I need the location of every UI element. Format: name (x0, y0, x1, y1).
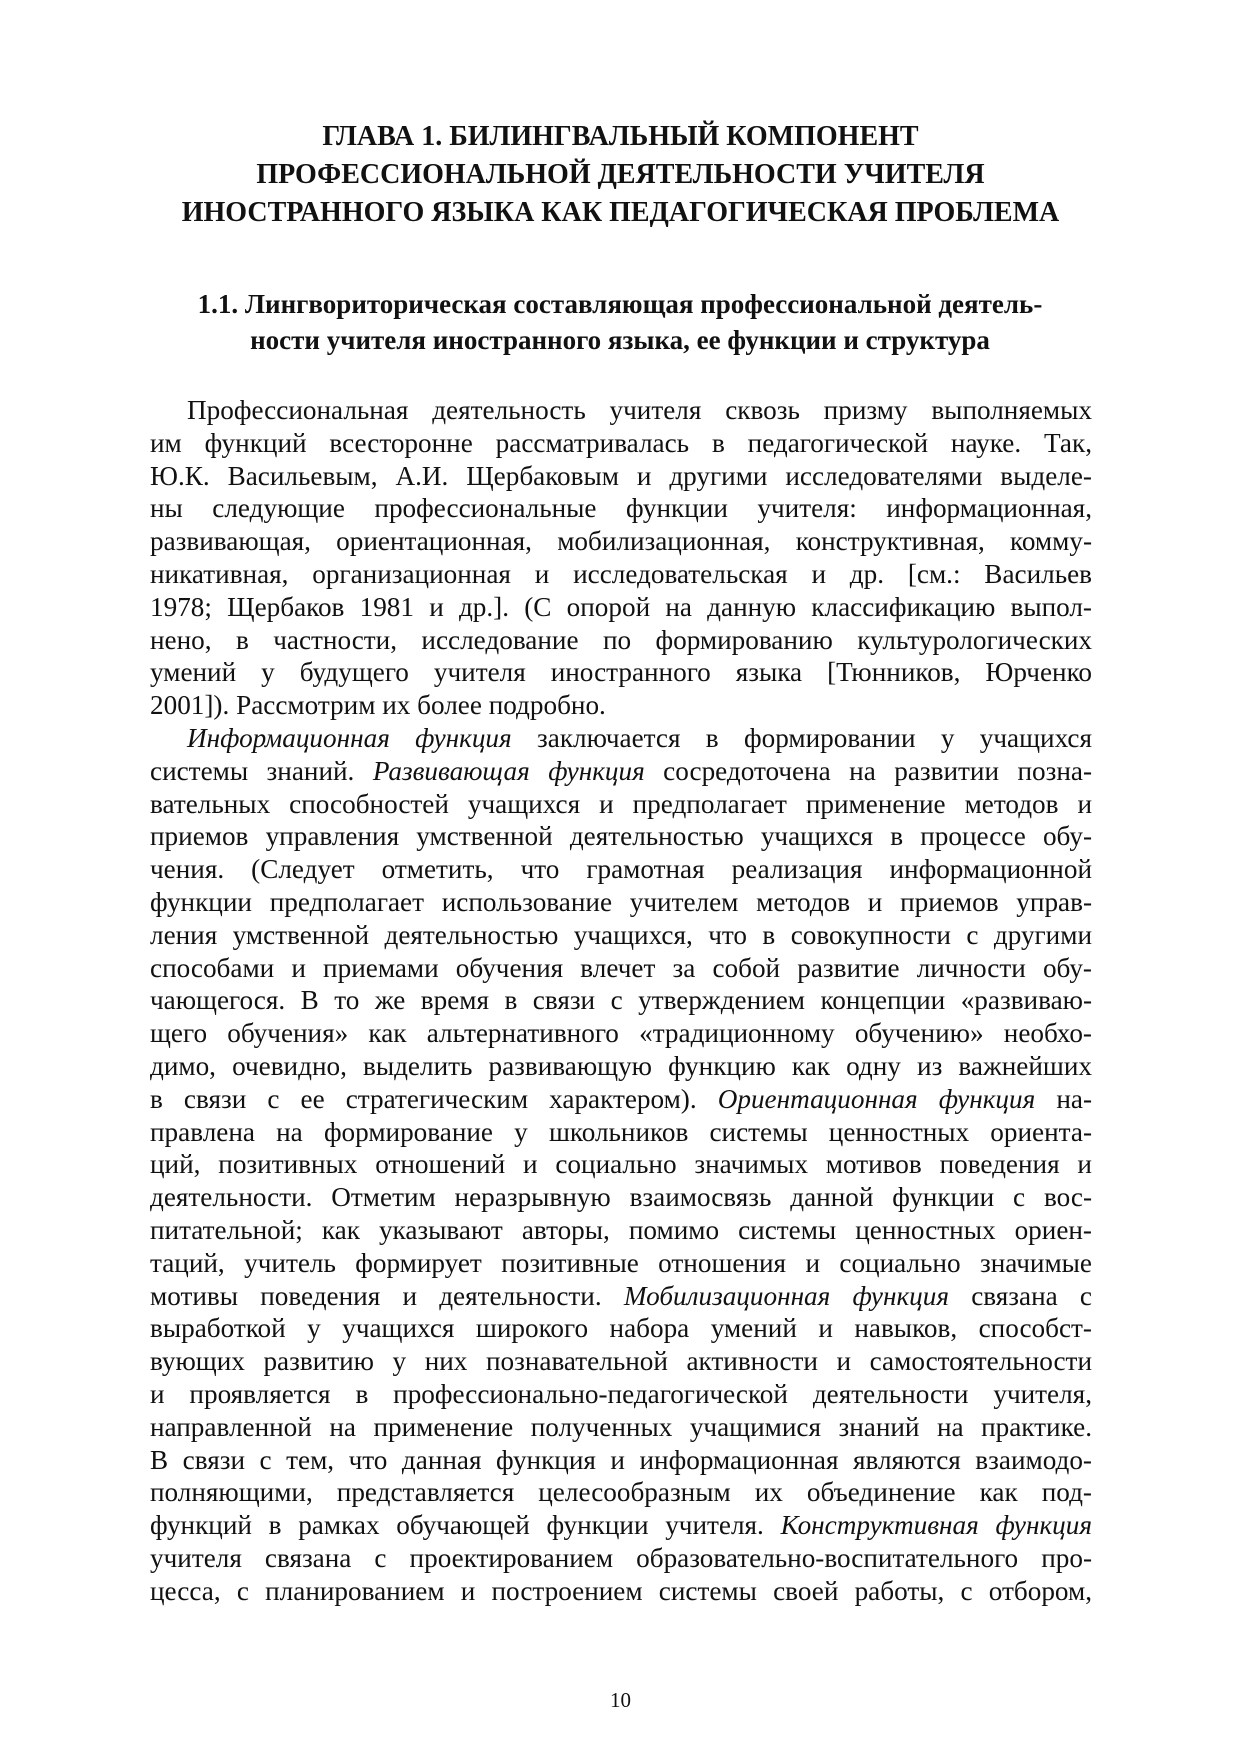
text-line (150, 1280, 1092, 1313)
text-line (150, 591, 1092, 624)
text-segment: способами и приемами обучения влечет за собой развитие личности обу- (150, 952, 1092, 983)
text-line (150, 624, 1092, 657)
text-segment: чения. (Следует отметить, что грамотная реализация информационной (150, 854, 1092, 885)
text-line (150, 1214, 1092, 1247)
text-segment: цесса, с планированием и построением системы своей работы, с отбором, (150, 1575, 1092, 1606)
text-segment: питательной; как указывают авторы, помимо системы ценностных ориен- (150, 1214, 1092, 1245)
text-line (150, 1345, 1092, 1378)
text-line (150, 1017, 1092, 1050)
text-line (150, 492, 1092, 525)
text-segment: и проявляется в профессионально-педагогической деятельности учителя, (150, 1378, 1092, 1409)
text-segment: выработкой у учащихся широкого набора умений и навыков, способст- (150, 1313, 1092, 1344)
text-segment: димо, очевидно, выделить развивающую функцию как одну из важнейших (150, 1050, 1092, 1081)
text-segment: таций, учитель формирует позитивные отношения и социально значимые (150, 1247, 1092, 1278)
section-title-line: ности учителя иностранного языка, ее функции и структура (250, 325, 990, 355)
text-segment: развивающая, ориентационная, мобилизационная, конструктивная, комму- (150, 526, 1092, 557)
text-line (150, 525, 1092, 558)
text-segment: щего обучения» как альтернативного «традиционному обучению» необхо- (150, 1018, 1092, 1049)
text-line (150, 689, 1092, 722)
text-line (150, 755, 1092, 788)
text-line (150, 394, 1092, 427)
text-segment: нено, в частности, исследование по формированию культурологических (150, 624, 1092, 655)
text-segment: функций в рамках обучающей функции учителя. (150, 1510, 781, 1541)
text-segment: правлена на формирование у школьников системы ценностных ориента- (150, 1116, 1092, 1147)
chapter-title-line: ИНОСТРАННОГО ЯЗЫКА КАК ПЕДАГОГИЧЕСКАЯ ПРОБЛЕМА (181, 197, 1060, 228)
italic-term: Мобилизационная функция (623, 1280, 950, 1311)
text-segment: вующих развитию у них познавательной активности и самостоятельности (150, 1346, 1092, 1377)
italic-term: Информационная функция (187, 722, 512, 753)
text-segment: мотивы поведения и деятельности. (150, 1280, 624, 1311)
text-segment: в связи с ее стратегическим характером). (150, 1083, 718, 1114)
text-segment: сосредоточена на развитии позна- (644, 755, 1093, 786)
text-line (150, 1444, 1092, 1477)
text-line (150, 1378, 1092, 1411)
chapter-title-line: ПРОФЕССИОНАЛЬНОЙ ДЕЯТЕЛЬНОСТИ УЧИТЕЛЯ (256, 159, 985, 190)
text-segment: 2001]). Рассмотрим их более подробно. (150, 690, 606, 721)
text-line (150, 558, 1092, 591)
italic-term: Развивающая функция (372, 755, 645, 786)
text-segment: Ю.К. Васильевым, А.И. Щербаковым и другими исследователями выделе- (150, 460, 1092, 491)
chapter-title-line: ГЛАВА 1. БИЛИНГВАЛЬНЫЙ КОМПОНЕНТ (322, 121, 919, 152)
text-segment: вательных способностей учащихся и предполагает применение методов и (150, 788, 1092, 819)
text-segment: заключается в формировании у учащихся (511, 722, 1092, 753)
italic-term: Конструктивная функция (780, 1510, 1092, 1541)
text-segment: деятельности. Отметим неразрывную взаимосвязь данной функции с вос- (150, 1182, 1092, 1213)
text-line (150, 1411, 1092, 1444)
body-text (150, 394, 1092, 1607)
text-line (150, 1116, 1092, 1149)
text-segment: ления умственной деятельностью учащихся, что в совокупности с другими (150, 919, 1092, 950)
text-segment: связана с (949, 1280, 1092, 1311)
text-line (150, 427, 1092, 460)
text-line (150, 919, 1092, 952)
text-line (150, 886, 1092, 919)
chapter-title (130, 118, 1111, 232)
text-line (150, 656, 1092, 689)
text-segment: чающегося. В то же время в связи с утверждением концепции «развиваю- (150, 985, 1092, 1016)
text-line (150, 1509, 1092, 1542)
text-segment: системы знаний. (150, 755, 373, 786)
text-segment: Профессиональная деятельность учителя сквозь призму выполняемых (187, 395, 1092, 425)
text-segment: ны следующие профессиональные функции учителя: информационная, (150, 493, 1092, 524)
text-segment: приемов управления умственной деятельностью учащихся в процессе обу- (150, 821, 1092, 852)
text-line (150, 984, 1092, 1017)
section-title (150, 286, 1090, 358)
text-segment: умений у будущего учителя иностранного языка [Тюнников, Юрченко (150, 657, 1092, 688)
text-segment: ций, позитивных отношений и социально значимых мотивов поведения и (150, 1149, 1092, 1180)
italic-term: Ориентационная функция (717, 1083, 1036, 1114)
text-line (150, 952, 1092, 985)
text-line (150, 1083, 1092, 1116)
text-line (150, 1247, 1092, 1280)
text-segment: функции предполагает использование учителем методов и приемов управ- (150, 886, 1092, 917)
text-segment: на- (1035, 1083, 1093, 1114)
text-line (150, 1148, 1092, 1181)
text-line (150, 722, 1092, 755)
text-segment: полняющими, представляется целесообразным их объединение как под- (150, 1477, 1092, 1508)
text-line (150, 853, 1092, 886)
text-line (150, 1476, 1092, 1509)
text-segment: никативная, организационная и исследовательская и др. [см.: Васильев (150, 558, 1092, 589)
text-segment: В связи с тем, что данная функция и информационная являются взаимодо- (150, 1444, 1092, 1475)
text-segment: учителя связана с проектированием образовательно-воспитательного про- (150, 1542, 1092, 1573)
text-line (150, 1542, 1092, 1575)
text-line (150, 788, 1092, 821)
text-line (150, 1312, 1092, 1345)
text-segment: 1978; Щербаков 1981 и др.]. (С опорой на данную классификацию выпол- (150, 591, 1092, 622)
page-number: 10 (610, 1688, 631, 1712)
section-title-line: 1.1. Лингвориторическая составляющая профессиональной деятель- (197, 289, 1043, 319)
text-line (150, 820, 1092, 853)
text-line (150, 460, 1092, 493)
text-line (150, 1575, 1092, 1608)
text-line (150, 1181, 1092, 1214)
text-segment: им функций всесторонне рассматривалась в педагогической науке. Так, (150, 427, 1092, 458)
text-segment: направленной на применение полученных учащимися знаний на практике. (150, 1411, 1092, 1442)
text-line (150, 1050, 1092, 1083)
